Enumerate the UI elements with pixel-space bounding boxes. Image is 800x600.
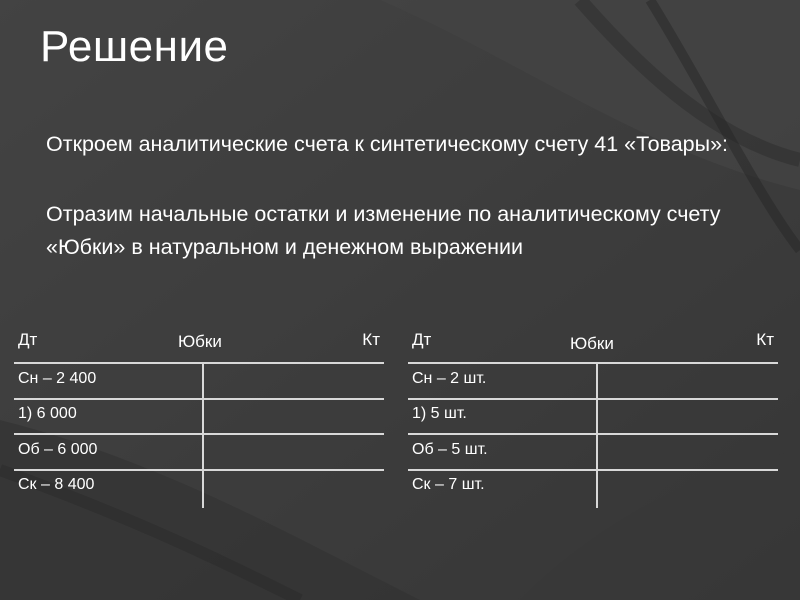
account-name: Юбки bbox=[570, 334, 614, 353]
debit-label: Дт bbox=[412, 330, 432, 349]
instruction-paragraph: Отразим начальные остатки и изменение по аналитическому счету «Юбки» в натуральном и денежном выражении bbox=[46, 202, 721, 259]
table-rule bbox=[14, 398, 384, 400]
table-row: Ск – 8 400 bbox=[18, 476, 95, 493]
credit-label: Кт bbox=[756, 330, 774, 349]
table-rule bbox=[408, 433, 778, 435]
account-name: Юбки bbox=[178, 332, 222, 351]
table-row: 1) 6 000 bbox=[18, 405, 77, 422]
t-account-quantity bbox=[408, 322, 778, 512]
table-rule bbox=[408, 469, 778, 471]
credit-label: Кт bbox=[362, 330, 380, 349]
table-divider bbox=[202, 362, 204, 508]
table-rule bbox=[14, 433, 384, 435]
table-row: Об – 6 000 bbox=[18, 441, 98, 458]
table-rule bbox=[14, 362, 384, 364]
page-title: Решение bbox=[40, 22, 229, 71]
table-divider bbox=[596, 362, 598, 508]
table-rule bbox=[408, 398, 778, 400]
table-rule bbox=[14, 469, 384, 471]
intro-paragraph: Откроем аналитические счета к синтетическому счету 41 «Товары»: bbox=[46, 132, 729, 156]
t-account-money bbox=[14, 322, 384, 512]
table-row: Сн – 2 400 bbox=[18, 370, 97, 387]
table-rule bbox=[408, 362, 778, 364]
table-row: Ск – 7 шт. bbox=[412, 476, 485, 493]
table-row: Сн – 2 шт. bbox=[412, 370, 487, 387]
table-row: 1) 5 шт. bbox=[412, 405, 467, 422]
table-row: Об – 5 шт. bbox=[412, 441, 488, 458]
debit-label: Дт bbox=[18, 330, 38, 349]
